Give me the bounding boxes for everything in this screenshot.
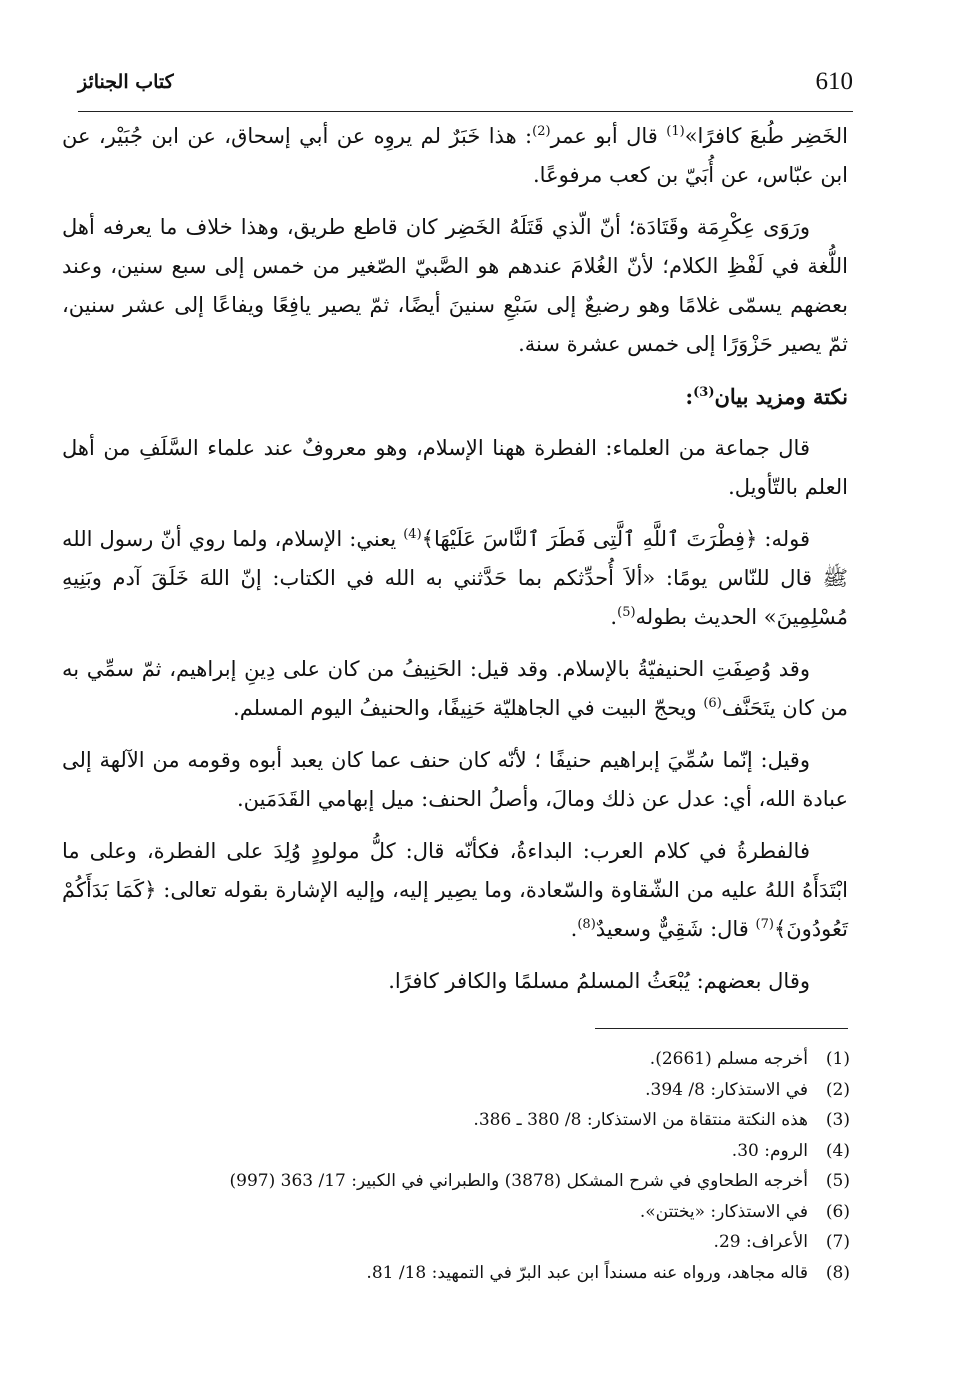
footnote-text: هذه النكتة منتقاة من الاستذكار: 8/ 380 ـ 386.	[473, 1110, 808, 1130]
text-run: .	[570, 917, 578, 941]
main-text	[62, 117, 848, 1001]
text-run: وقد وُصِفَتِ الحنيفيّةُ بالإسلام. وقد قيل: الحَنِيفُ من كان على دِينِ إبراهيم، ثمّ سمِّي به من كان يتَحَنَّف	[62, 657, 848, 720]
text-run: قال: شَقِيٌّ وسعيدٌ	[595, 917, 756, 941]
footnote	[150, 1197, 850, 1228]
paragraph	[62, 650, 848, 728]
footnote-ref: (4)	[403, 527, 422, 542]
paragraph	[62, 962, 848, 1001]
footnote-number: (6)	[825, 1201, 850, 1222]
footnote-text: أخرجه الطحاوي في شرح المشكل (3878) والطبراني في الكبير: 17/ 363 (997)	[229, 1171, 808, 1191]
footnote	[150, 1227, 850, 1258]
paragraph	[62, 520, 848, 637]
page-number: 610	[815, 68, 853, 95]
footnote	[150, 1166, 850, 1197]
text-run: :	[685, 384, 694, 409]
section-heading	[62, 377, 848, 416]
text-run: وقال بعضهم: يُبْعَثُ المسلمُ مسلمًا والكافر كافرًا.	[388, 969, 810, 993]
footnote-ref: (6)	[703, 696, 722, 711]
footnote-number: (5)	[825, 1171, 850, 1191]
footnote-rule	[595, 1028, 848, 1029]
footnote	[150, 1075, 850, 1106]
footnote-ref: (5)	[617, 605, 636, 620]
text-run: : هذا خَبَرٌ لم يروِه عن أبي إسحاق، عن ابن جُبَيْر، عن ابن عبّاس، عن أُبَيّ بن كعب مرفوعًا.	[62, 124, 848, 187]
footnote	[150, 1044, 850, 1075]
footnote	[150, 1136, 850, 1167]
footnote-ref: (1)	[666, 124, 685, 139]
paragraph	[62, 832, 848, 949]
footnote-number: (7)	[825, 1232, 850, 1252]
text-run: ويحجّ البيت في الجاهليّة حَنِيفًا، والحنيفُ اليوم المسلم.	[233, 696, 704, 720]
text-run: قوله: ﴿فِطْرَتَ ٱللَّهِ ٱلَّتِى فَطَرَ ٱلنَّاسَ عَلَيْهَا﴾	[421, 527, 810, 551]
text-run: يعني: الإسلام، ولما روي أنّ رسول الله ﷺ قال للنّاس يومًا: «ألاَ أُحدِّثكم بما حَدَّثني به الله في الكتاب: إنّ اللهَ خَلَقَ آدم وبَنِيهِ مُسْلِمِينَ» الحديث بطوله	[62, 527, 848, 629]
text-run: نكتة ومزيد بيان	[714, 384, 848, 409]
paragraph	[62, 208, 848, 364]
footnote-number: (8)	[825, 1262, 850, 1283]
text-run: قال أبو عمر	[550, 124, 667, 148]
footnote	[150, 1105, 850, 1136]
text-run: قال جماعة من العلماء: الفطرة ههنا الإسلام، وهو معروفٌ عند علماء السَّلَفِ من أهل العلم بالتّأويل.	[62, 436, 848, 499]
footnote-text: قاله مجاهد، ورواه عنه مسنداً ابن عبد البرّ في التمهيد: 18/ 81.	[366, 1262, 808, 1283]
text-run: ورَوَى عِكْرِمَة وقَتَادَة؛ أنّ الّذي قَتَلَهُ الخَضِر كان قاطع طريق، وهذا خلاف ما يعرفه أهل اللُّغة في لَفْظِ الكلام؛ لأنّ الغُلامَ عندهم هو الصَّبيّ الصّغير من خمس إلى سبع سنين، وعند بعضهم يسمّى غلامًا وهو رضيعٌ إلى سَبْعِ سنينَ أيضًا، ثمّ يصير يافِعًا ويفاعًا إلى عشر سنين، ثمّ يصير حَزْوَرًا إلى خمس عشرة سنة.	[62, 215, 848, 356]
footnote-text: في الاستذكار: «يختتن».	[639, 1201, 808, 1222]
footnote-ref: (8)	[577, 917, 596, 932]
footnote-ref: (2)	[532, 124, 551, 139]
footnote-number: (1)	[825, 1049, 850, 1069]
page-header	[78, 66, 853, 106]
paragraph	[62, 741, 848, 819]
text-run: الخَضِر طُبعَ كافرًا»	[684, 124, 849, 148]
footnote-text: الأعراف: 29.	[713, 1232, 808, 1252]
text-run: فالفطرةُ في كلام العرب: البداءةُ، فكأنّه قال: كلُّ مولودٍ وُلِدَ على الفطرة، وعلى ما ابْتَدَأَهُ اللهُ عليه من الشّقاوة والسّعادة، وما يصِير إليه، وإليه الإشارة بقوله تعالى: ﴿كَمَا بَدَأَكُمْ تَعُودُونَ﴾	[62, 839, 848, 941]
footnote-ref: (7)	[755, 917, 774, 932]
footnote-text: أخرجه مسلم (2661).	[649, 1049, 808, 1069]
paragraph	[62, 117, 848, 195]
paragraph	[62, 429, 848, 507]
text-run: وقيل: إنّما سُمِّيَ إبراهيم حنيفًا ؛ لأنّه كان حنف عما كان يعبد أبوه وقومه من الآلهة إلى عبادة الله، أي: عدل عن ذلك ومالَ، وأصلُ الحنف: ميل إبهامي القَدَمَين.	[62, 748, 848, 811]
footnote	[150, 1258, 850, 1289]
footnote-number: (2)	[825, 1079, 850, 1100]
text-run: .	[610, 605, 618, 629]
header-rule	[78, 111, 853, 112]
footnote-number: (4)	[825, 1140, 850, 1161]
footnote-text: الروم: 30.	[731, 1140, 808, 1161]
footnote-ref: (3)	[693, 385, 715, 400]
footnotes	[150, 1044, 850, 1288]
running-title: كتاب الجنائز	[78, 71, 174, 93]
footnote-text: في الاستذكار: 8/ 394.	[645, 1079, 808, 1100]
footnote-number: (3)	[825, 1110, 850, 1130]
